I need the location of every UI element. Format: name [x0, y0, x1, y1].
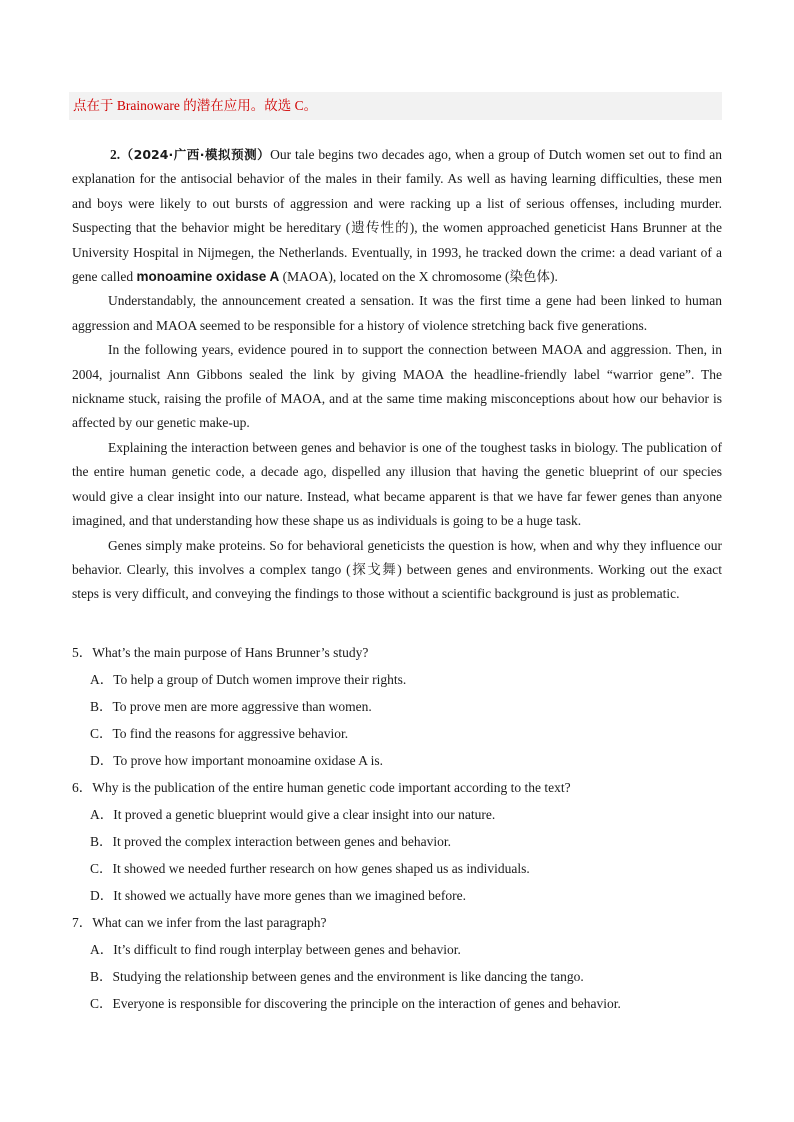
passage-source: （2024·广西·模拟预测） — [120, 147, 271, 162]
question-6 — [72, 774, 722, 909]
question-5 — [72, 639, 722, 774]
paragraph-1-text-b: (MAOA), located on the X chromosome (染色体). — [279, 269, 558, 285]
question-stem: 5．What’s the main purpose of Hans Brunner’s study? — [72, 645, 369, 660]
option-b: B．To prove men are more aggressive than women. — [90, 699, 372, 714]
question-stem: 7．What can we infer from the last paragraph? — [72, 915, 327, 930]
option-c: C．Everyone is responsible for discovering the principle on the interaction of genes and behavior. — [90, 996, 621, 1011]
reading-passage — [72, 143, 722, 607]
question-list — [72, 639, 722, 1017]
key-term: monoamine oxidase A — [136, 269, 280, 285]
paragraph-1-text-a: Our tale begins two decades ago, when a group of Dutch women set out to find an explanation for the antisocial behavior of the males in their family. As well as having learning difficulties, these men and boys were likely to out bursts of aggression and were racking up a list of serious offenses, including murder. Suspecting that the behavior might be hereditary (遗传性的), the women approached geneticist Hans Brunner at the University Hospital in Nijmegen, the Netherlands. Eventually, in 1993, he tracked down the crime: a dead variant of a gene called — [72, 147, 722, 285]
option-a: A．It’s difficult to find rough interplay between genes and behavior. — [90, 942, 461, 957]
option-d: D．It showed we actually have more genes than we imagined before. — [90, 888, 466, 903]
option-b: B．It proved the complex interaction between genes and behavior. — [90, 834, 452, 849]
option-b: B．Studying the relationship between genes and the environment is like dancing the tango. — [90, 969, 584, 984]
passage-paragraph-4: Explaining the interaction between genes and behavior is one of the toughest tasks in biology. The publication of the entire human genetic code, a decade ago, dispelled any illusion that having the genetic blueprint of our species would give a clear insight into our nature. Instead, what became apparent is that we have far fewer genes than anyone imagined, and that understanding how these shape us as individuals is going to be a huge task. — [72, 439, 722, 529]
option-d: D．To prove how important monoamine oxidase A is. — [90, 753, 384, 768]
answer-explanation: 点在于 Brainoware 的潜在应用。故选 C。 — [69, 92, 722, 120]
option-c: C．It showed we needed further research on how genes shaped us as individuals. — [90, 861, 530, 876]
question-7 — [72, 909, 722, 1017]
passage-paragraph-3: In the following years, evidence poured in to support the connection between MAOA and aggression. Then, in 2004, journalist Ann Gibbons sealed the link by giving MAOA the headline-friendly label “warrior gene”. The nickname stuck, raising the profile of MAOA, and at the same time making misconceptions about how our behavior is affected by our genetic make-up. — [72, 342, 722, 431]
option-a: A．To help a group of Dutch women improve their rights. — [90, 672, 407, 687]
passage-paragraph-5: Genes simply make proteins. So for behavioral geneticists the question is how, when and why they influence our behavior. Clearly, this involves a complex tango (探戈舞) between genes and environments. Working out the exact steps is very difficult, and conveying the findings to those without a scientific background is just as problematic. — [72, 537, 722, 602]
option-a: A．It proved a genetic blueprint would give a clear insight into our nature. — [90, 807, 496, 822]
passage-number: 2. — [110, 147, 121, 162]
passage-paragraph-1 — [72, 143, 722, 289]
passage-paragraph-2: Understandably, the announcement created a sensation. It was the first time a gene had been linked to human aggression and MAOA seemed to be responsible for a history of violence stretching back five generations. — [72, 293, 722, 333]
question-stem: 6．Why is the publication of the entire human genetic code important according to the text? — [72, 780, 571, 795]
option-c: C．To find the reasons for aggressive behavior. — [90, 726, 349, 741]
